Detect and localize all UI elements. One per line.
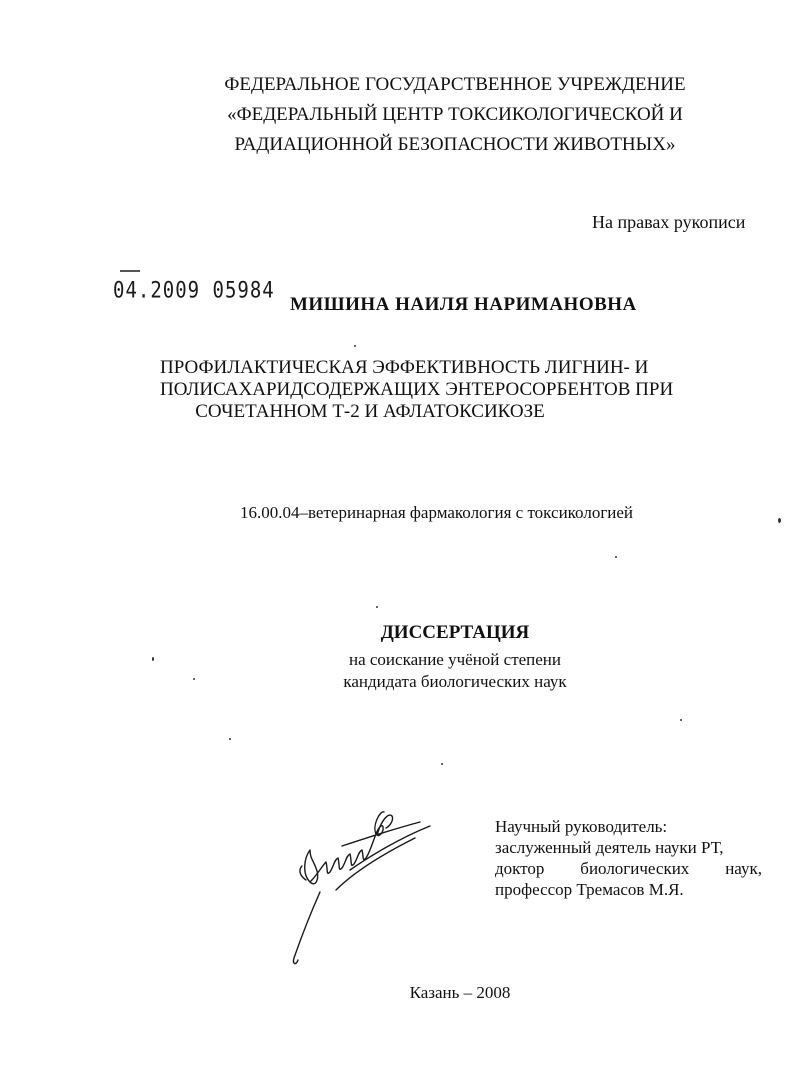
thesis-title-line-1: ПРОФИЛАКТИЧЕСКАЯ ЭФФЕКТИВНОСТЬ ЛИГНИН- И (160, 357, 649, 378)
manuscript-note: На правах рукописи (592, 212, 746, 232)
advisor-title-2-word-2: биологических (580, 859, 690, 878)
advisor-title-2-word-3: наук, (725, 859, 762, 878)
degree-line-2: кандидата биологических наук (343, 672, 567, 691)
scan-speck (441, 763, 443, 765)
library-stamp-number: 04.2009 05984 (113, 278, 275, 304)
thesis-title-line-2: ПОЛИСАХАРИДСОДЕРЖАЩИХ ЭНТЕРОСОРБЕНТОВ ПРИ (160, 379, 674, 400)
scan-speck (680, 719, 682, 721)
degree-line-1: на соискание учёной степени (348, 650, 562, 669)
scan-speck (615, 556, 617, 558)
advisor-title-2-word-1: доктор (495, 859, 545, 878)
scan-speck (152, 657, 154, 661)
organization-line-1: ФЕДЕРАЛЬНОЕ ГОСУДАРСТВЕННОЕ УЧРЕЖДЕНИЕ (224, 74, 686, 95)
degree-block (290, 649, 620, 693)
author-signature (280, 800, 440, 970)
scan-speck (193, 678, 195, 680)
city-year-block (360, 983, 560, 1003)
author-name: МИШИНА НАИЛЯ НАРИМАНОВНА (290, 294, 637, 315)
scan-speck (354, 345, 356, 347)
scan-speck (229, 738, 231, 740)
scan-speck (778, 518, 781, 523)
specialty-code: 16.00.04–ветеринарная фармакология с токсикологией (240, 503, 634, 522)
advisor-title-1: заслуженный деятель науки РТ, (495, 838, 724, 857)
organization-line-3: РАДИАЦИОННОЙ БЕЗОПАСНОСТИ ЖИВОТНЫХ» (234, 134, 676, 155)
city-year: Казань – 2008 (409, 983, 511, 1002)
document-type: ДИССЕРТАЦИЯ (380, 622, 530, 643)
advisor-heading: Научный руководитель: (495, 817, 668, 836)
advisor-title-2 (495, 858, 762, 879)
scan-speck (376, 606, 378, 608)
stamp-overline (118, 270, 258, 274)
organization-header (205, 70, 705, 160)
advisor-name: профессор Тремасов М.Я. (495, 880, 684, 899)
thesis-title-line-3: СОЧЕТАННОМ Т-2 И АФЛАТОКСИКОЗЕ (195, 401, 545, 422)
document-type-block (290, 622, 620, 644)
advisor-block (495, 816, 762, 900)
organization-line-2: «ФЕДЕРАЛЬНЫЙ ЦЕНТР ТОКСИКОЛОГИЧЕСКОЙ И (227, 104, 683, 125)
thesis-title (160, 357, 674, 423)
